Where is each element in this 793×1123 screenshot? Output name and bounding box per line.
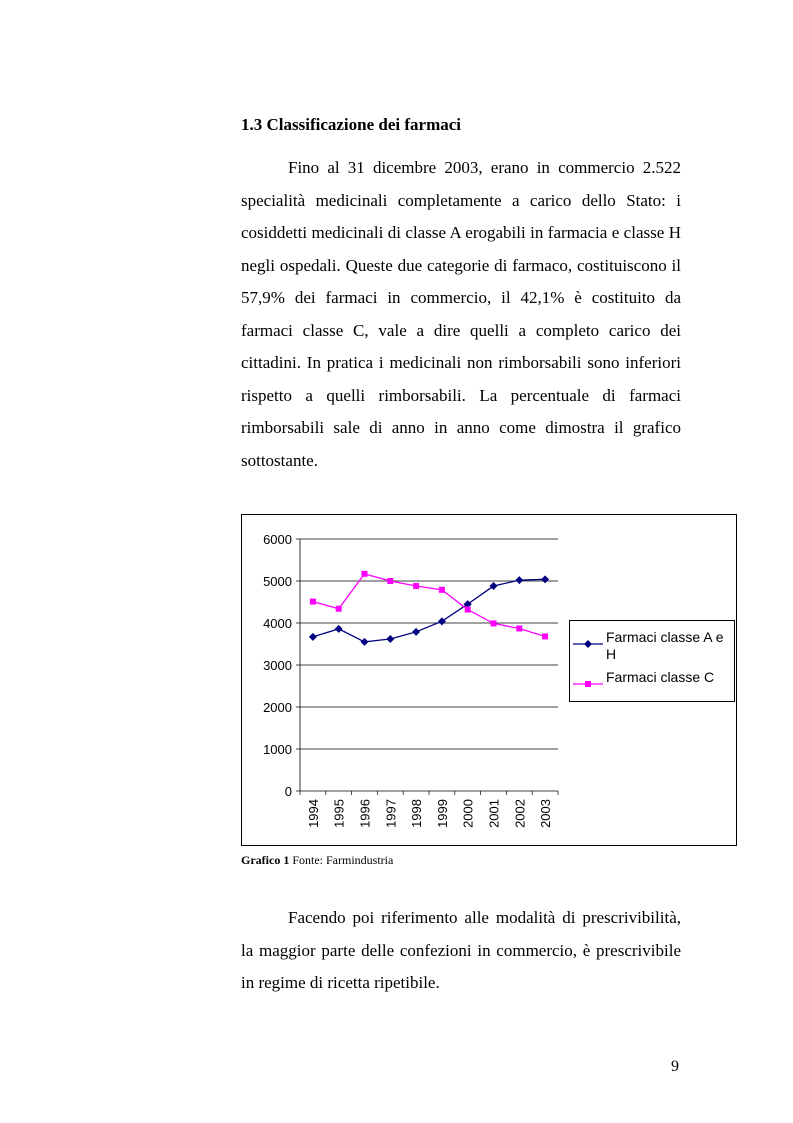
y-tick-label: 5000 (263, 574, 292, 589)
data-point (362, 571, 368, 577)
data-point (361, 638, 369, 646)
data-point (541, 575, 549, 583)
y-tick-label: 6000 (263, 532, 292, 547)
caption-text: Fonte: Farmindustria (289, 853, 394, 867)
x-tick-label: 2003 (538, 799, 554, 828)
data-point (310, 599, 316, 605)
data-point (491, 620, 497, 626)
chart-legend (569, 620, 735, 702)
data-point (515, 576, 523, 584)
x-tick-label: 1995 (331, 799, 347, 828)
x-tick-label: 2002 (512, 799, 528, 828)
data-point (490, 582, 498, 590)
x-tick-label: 2000 (460, 799, 476, 828)
data-point (412, 628, 420, 636)
x-tick-label: 1998 (409, 799, 425, 828)
data-point (439, 587, 445, 593)
body-paragraph-1: Fino al 31 dicembre 2003, erano in commercio 2.522 specialità medicinali completamente a carico dello Stato: i cosiddetti medicinali di classe A erogabili in farmacia e classe H negli ospedali. Queste due categorie di farmaco, costituiscono il 57,9% dei farmaci in commercio, il 42,1% è costituito da farmaci classe C, vale a dire quelli a completo carico dei cittadini. In pratica i medicinali non rimborsabili sono inferiori rispetto a quelli rimborsabili. La percentuale di farmaci rimborsabili sale di anno in anno come dimostra il grafico sottostante. (241, 158, 681, 470)
data-point (335, 625, 343, 633)
y-tick-label: 3000 (263, 658, 292, 673)
data-point (438, 617, 446, 625)
legend-diamond-marker-icon (573, 635, 603, 641)
section-heading: 1.3 Classificazione dei farmaci (241, 115, 462, 134)
x-tick-label: 1997 (383, 799, 399, 828)
y-tick-label: 0 (284, 784, 292, 799)
data-point (336, 606, 342, 612)
data-point (386, 635, 394, 643)
y-tick-label: 2000 (263, 700, 292, 715)
caption-label: Grafico 1 (241, 853, 290, 867)
data-point (516, 625, 522, 631)
legend-label-series-c: Farmaci classe C (606, 669, 715, 685)
x-tick-label: 1996 (357, 799, 373, 828)
data-point (542, 633, 548, 639)
data-point (465, 607, 471, 613)
y-tick-label: 4000 (263, 616, 292, 631)
x-tick-label: 2001 (486, 799, 502, 828)
page-number: 9 (671, 1058, 679, 1075)
data-point (413, 583, 419, 589)
x-tick-label: 1994 (305, 799, 321, 828)
legend-square-marker-icon (573, 675, 603, 681)
x-tick-label: 1999 (434, 799, 450, 828)
y-tick-label: 1000 (263, 742, 292, 757)
body-paragraph-2: Facendo poi riferimento alle modalità di prescrivibilità, la maggior parte delle confezioni in commercio, è prescrivibile in regime di ricetta ripetibile. (241, 908, 681, 992)
data-point (387, 578, 393, 584)
data-point (309, 633, 317, 641)
chart-caption (241, 853, 393, 868)
series-line-a (313, 579, 545, 642)
legend-label-series-a: Farmaci classe A e H (606, 629, 724, 662)
line-chart (241, 514, 737, 846)
